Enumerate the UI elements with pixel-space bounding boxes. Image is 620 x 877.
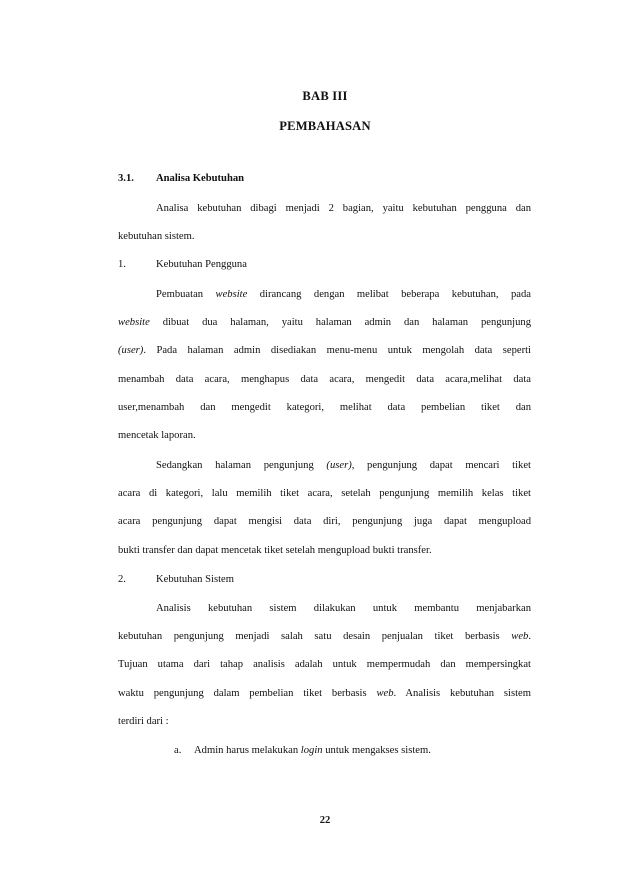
para3-line-2: kebutuhan pengunjung menjadi salah satu desain penjualan tiket berbasis web. [118,631,531,642]
para2-line-2: acara di kategori, lalu memilih tiket acara, setelah pengunjung memilih kelas tiket [118,488,531,499]
section-title: Analisa Kebutuhan [156,173,245,184]
para3-line-5: terdiri dari : [118,716,169,727]
item-2-title: Kebutuhan Sistem [156,574,234,585]
chapter-heading: BAB III [302,89,348,103]
para3-line-4: waktu pengunjung dalam pembelian tiket berbasis web. Analisis kebutuhan sistem [118,688,531,699]
para1-line-2: website dibuat dua halaman, yaitu halaman admin dan halaman pengunjung [118,317,531,328]
subitem-a-text: Admin harus melakukan login untuk mengakses sistem. [194,745,431,756]
para1-line-1: Pembuatan website dirancang dengan melibat beberapa kebutuhan, pada [156,289,531,300]
item-1-title: Kebutuhan Pengguna [156,259,247,270]
para3-line-3: Tujuan utama dari tahap analisis adalah untuk mempermudah dan mempersingkat [118,659,531,670]
subitem-a-label: a. [174,745,182,756]
para1-line-4: menambah data acara, menghapus data acara, mengedit data acara,melihat data [118,374,531,385]
intro-line-2: kebutuhan sistem. [118,231,195,242]
para2-line-3: acara pengunjung dapat mengisi data diri, pengunjung juga dapat mengupload [118,516,531,527]
para1-line-5: user,menambah dan mengedit kategori, melihat data pembelian tiket dan [118,402,531,413]
para1-line-3: (user). Pada halaman admin disediakan menu-menu untuk mengolah data seperti [118,345,531,356]
para2-line-1: Sedangkan halaman pengunjung (user), pengunjung dapat mencari tiket [156,460,531,471]
intro-line-1: Analisa kebutuhan dibagi menjadi 2 bagian, yaitu kebutuhan pengguna dan [156,203,531,214]
page-number: 22 [319,815,331,826]
item-2-number: 2. [118,574,126,585]
item-1-number: 1. [118,259,126,270]
para1-line-6: mencetak laporan. [118,430,196,441]
para2-line-4: bukti transfer dan dapat mencetak tiket setelah mengupload bukti transfer. [118,545,432,556]
section-number: 3.1. [118,173,134,184]
para3-line-1: Analisis kebutuhan sistem dilakukan untuk membantu menjabarkan [156,603,531,614]
chapter-title: PEMBAHASAN [279,119,371,133]
